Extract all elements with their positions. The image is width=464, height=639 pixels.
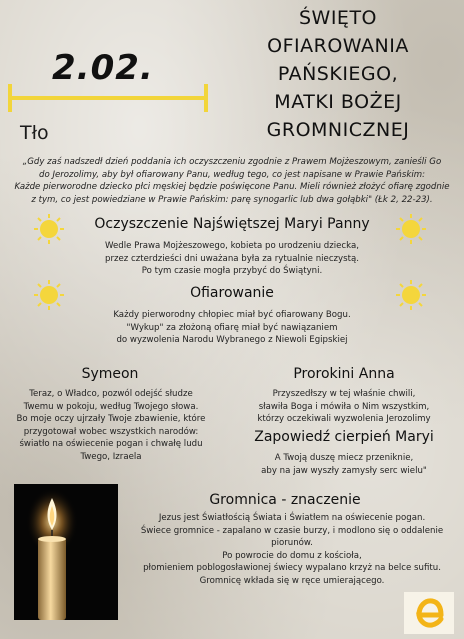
gospel-quote — [12, 156, 452, 206]
text-line: Teraz, o Władco, pozwól odejść słudze — [29, 389, 193, 399]
anna-heading: Prorokini Anna — [293, 366, 395, 382]
date-label: 2.02. — [52, 48, 154, 88]
text-line: Po powrocie do domu z kościoła, — [222, 550, 362, 561]
text-line: do wyzwolenia Narodu Wybranego z Niewoli Egipskiej — [116, 335, 348, 346]
purification-text — [60, 240, 404, 278]
text-line: Bo moje oczy ujrzały Twoje zbawienie, które — [16, 414, 206, 425]
page-title — [228, 4, 448, 144]
logo — [404, 592, 454, 634]
date-underline-tick-right — [204, 84, 208, 112]
text-line: Jezus jest Światłością Świata i Światłem na oświecenie pogan. — [158, 513, 426, 523]
text-line: Każdy pierworodny chłopiec miał być ofiarowany Bogu. — [113, 310, 351, 320]
text-line: sławiła Boga i mówiła o Nim wszystkim, — [258, 401, 430, 412]
title-line-1: ŚWIĘTO — [298, 7, 378, 29]
simeon-text — [6, 388, 216, 464]
date-underline — [8, 96, 208, 100]
offering-heading: Ofiarowanie — [190, 285, 274, 301]
title-line-3: PAŃSKIEGO, — [277, 63, 399, 85]
quote-line: do Jerozolimy, aby był ofiarowany Panu, według tego, co jest napisane w Prawie Pańskim: — [39, 169, 425, 180]
text-line: "Wykup" za złożoną ofiarę miał być nawiązaniem — [126, 322, 338, 333]
candle-image — [14, 484, 118, 620]
title-line-2: OFIAROWANIA — [267, 35, 409, 57]
simeon-heading: Symeon — [81, 366, 139, 382]
text-line: Świece gromnice - zapalano w czasie burzy, i modlono się o oddalenie piorunów. — [140, 525, 444, 549]
date-underline-tick-left — [8, 84, 12, 112]
text-line: A Twoją duszę miecz przeniknie, — [274, 453, 414, 463]
text-line: Po tym czasie mogła przybyć do Świątyni. — [141, 266, 323, 277]
text-line: przygotował wobec wszystkich narodów: — [23, 426, 199, 437]
prophecy-heading: Zapowiedź cierpień Maryi — [254, 429, 434, 445]
quote-line: „Gdy zaś nadszedł dzień poddania ich oczyszczeniu zgodnie z Prawem Mojżeszowym, zanieśli Go — [22, 157, 442, 167]
candle-heading: Gromnica - znaczenie — [209, 492, 361, 508]
text-line: Twemu w pokoju, według Twojego słowa. — [23, 401, 199, 412]
logo-e-icon — [411, 595, 447, 631]
offering-text — [60, 309, 404, 347]
title-line-5: GROMNICZNEJ — [266, 119, 410, 141]
text-line: Wedle Prawa Mojżeszowego, kobieta po urodzeniu dziecka, — [105, 241, 359, 251]
quote-line: Każde pierworodne dziecko płci męskiej będzie poświęcone Panu. Mieli również złożyć ofiarę zgodnie — [14, 182, 450, 192]
title-line-4: MATKI BOŻEJ — [274, 91, 402, 113]
text-line: światło na oświecenie pogan i chwałę ludu — [19, 439, 203, 450]
candle-icon — [14, 484, 118, 620]
text-line: którzy oczekiwali wyzwolenia Jerozolimy — [257, 414, 431, 425]
text-line: przez czterdzieści dni uważana była za rytualnie nieczystą. — [105, 253, 359, 264]
text-line: Gromnicę wkłada się w ręce umierającego. — [199, 575, 385, 586]
background-heading: Tło — [20, 122, 49, 144]
candle-text — [128, 512, 456, 588]
text-line: aby na jaw wyszły zamysły serc wielu" — [261, 465, 427, 476]
quote-line: z tym, co jest powiedziane w Prawie Pańskim: parę synogarlic lub dwa gołąbki" (Łk 2, 22-23). — [31, 194, 433, 205]
text-line: Twego, Izraela — [80, 451, 142, 462]
purification-heading: Oczyszczenie Najświętszej Maryi Panny — [94, 216, 370, 232]
prophecy-text — [238, 452, 450, 477]
text-line: Przyszedłszy w tej właśnie chwili, — [272, 389, 416, 399]
text-line: płomieniem poblogosławionej świecy wypalano krzyż na belce sufitu. — [143, 563, 441, 574]
anna-text — [238, 388, 450, 426]
